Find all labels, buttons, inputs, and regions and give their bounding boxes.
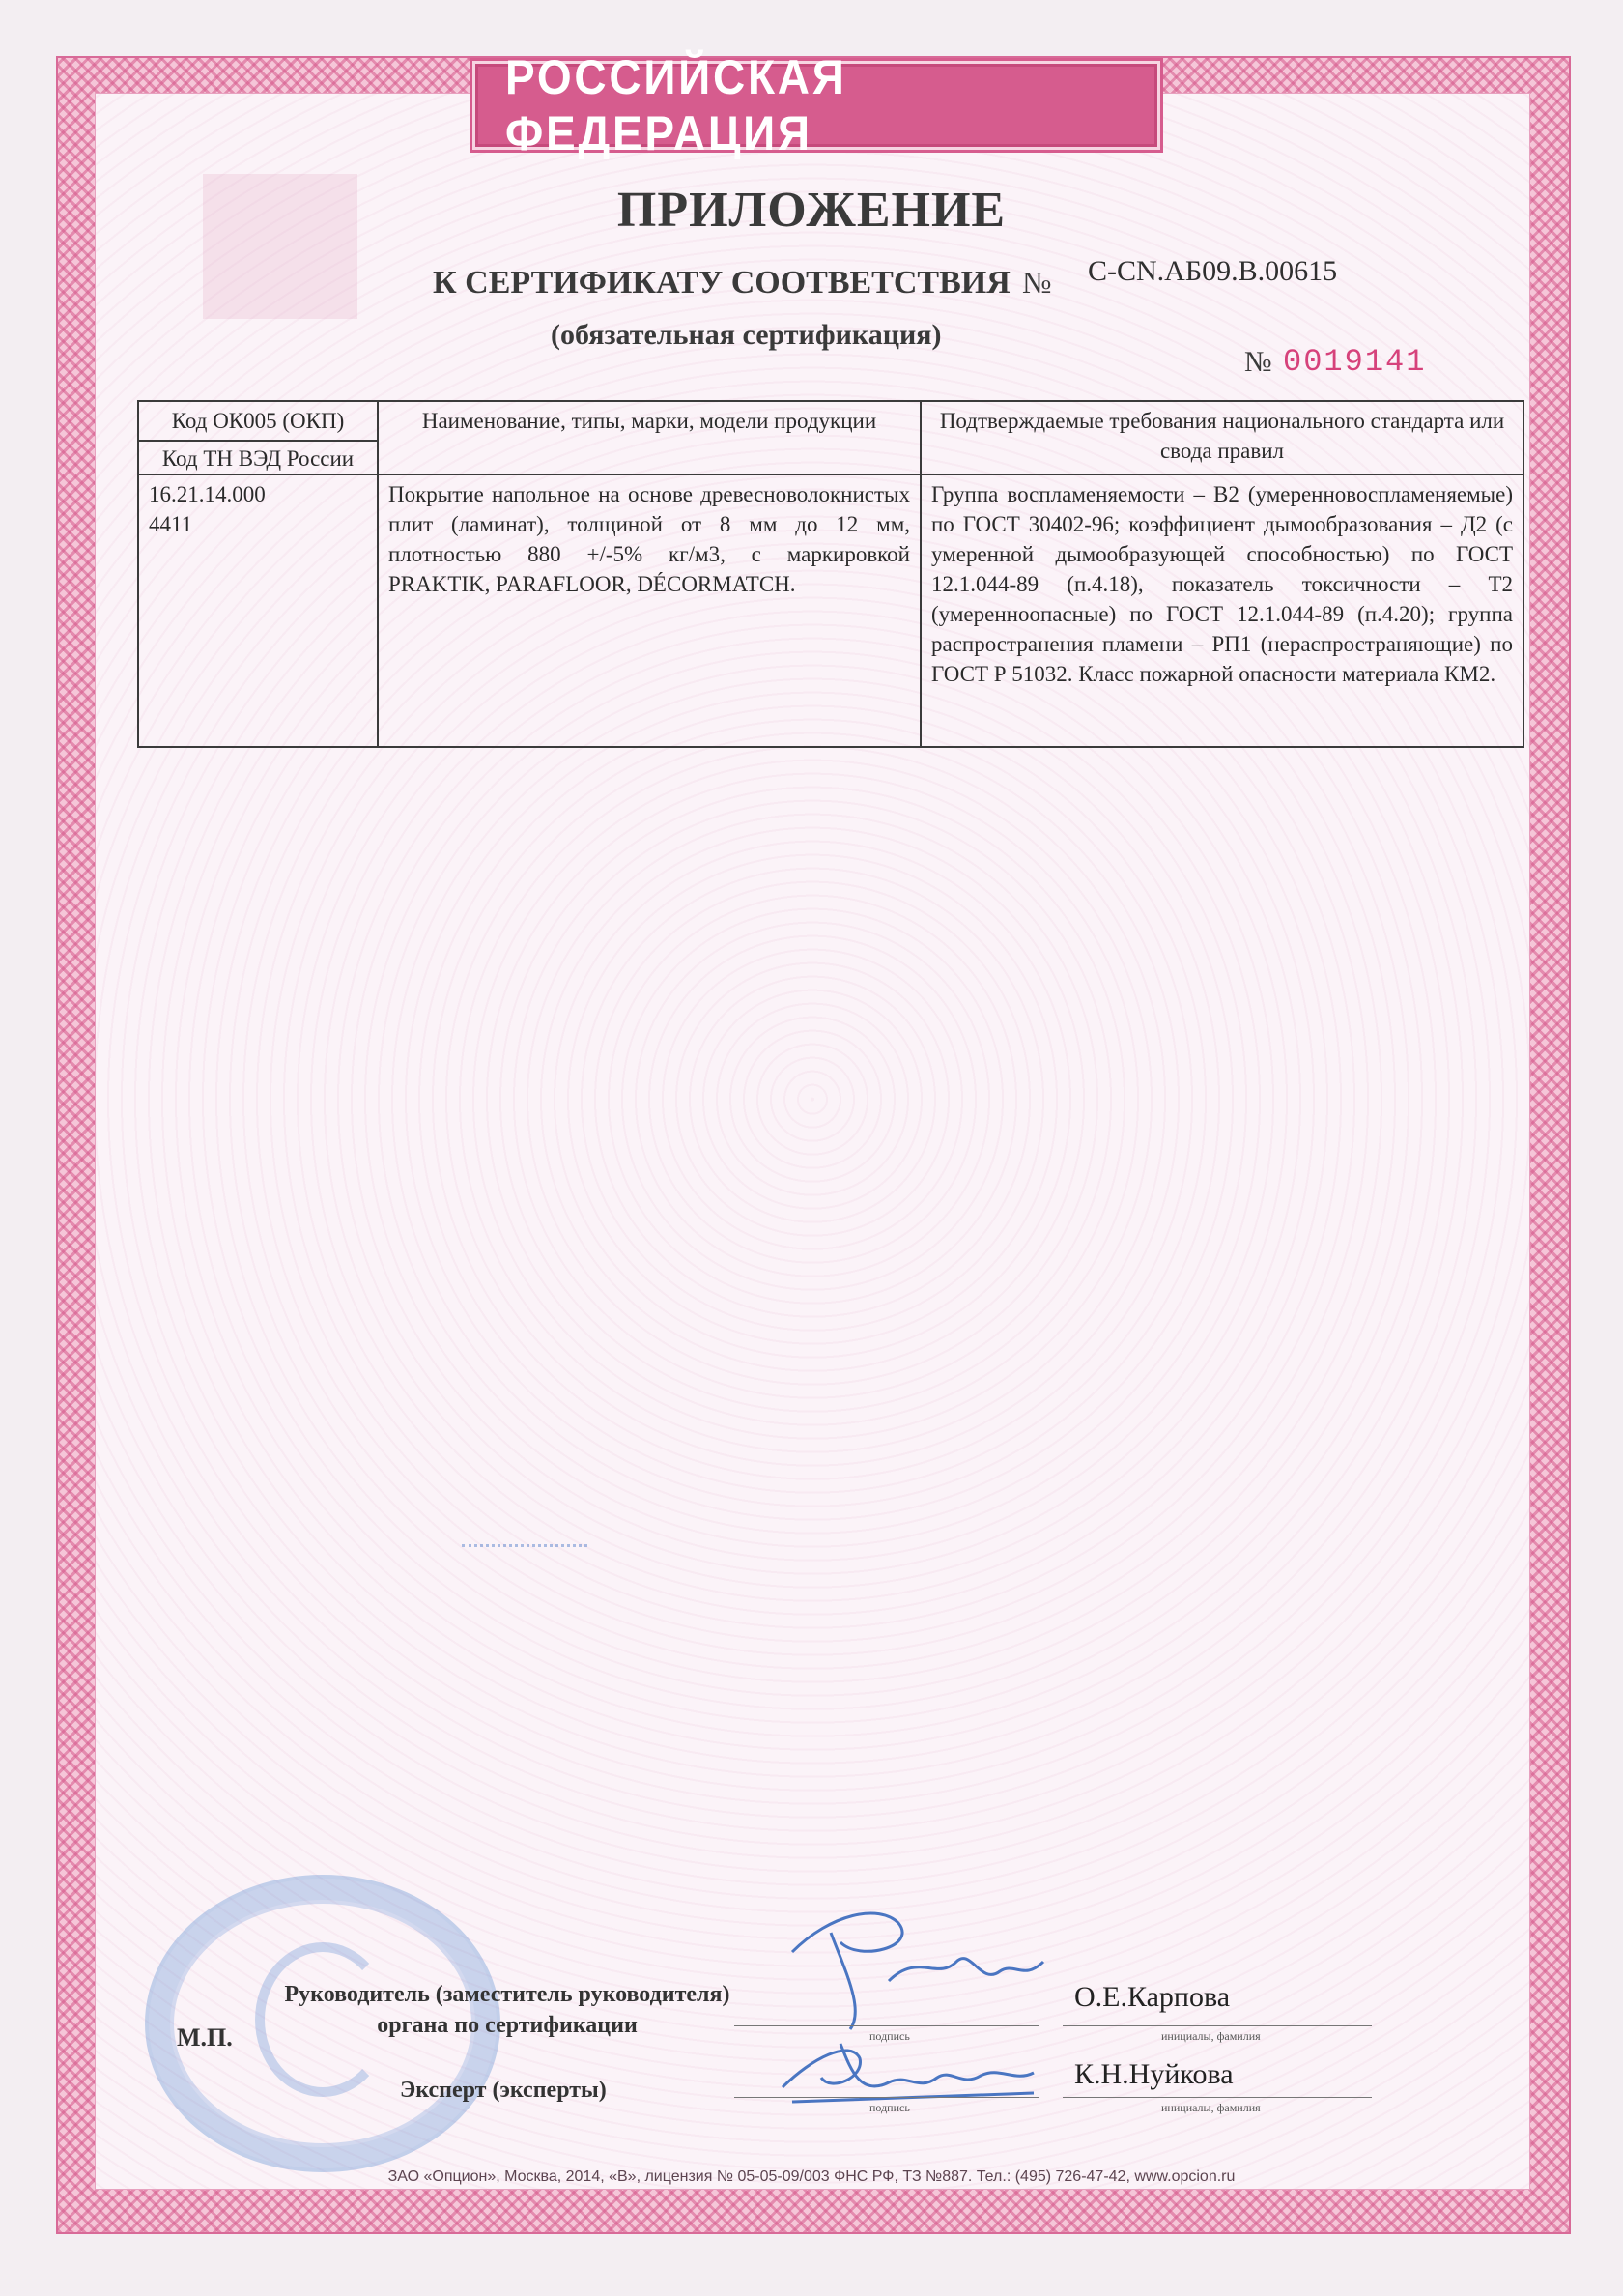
table-header-row [138,401,1523,474]
code-okp-value: 16.21.14.000 [149,482,266,506]
code-tnved-value: 4411 [149,512,193,536]
header-product-name: Наименование, типы, марки, модели продукции [378,401,921,474]
expert-initials-caption: инициалы, фамилия [1161,2101,1261,2114]
certificate-table [137,400,1524,748]
head-of-body-label: Руководитель (заместитель руководителя) органа по сертификации [284,1982,730,2038]
header-code-okp: Код ОК005 (ОКП) [171,409,345,433]
requirements-description: Группа воспламеняемости – В2 (умеренновоспламеняемые) по ГОСТ 30402-96; коэффициент дымообразования – Д2 (с умеренной дымообразующей способностью) по ГОСТ 12.1.044-89 (п.4.18), показатель токсичности – Т2 (умеренноопасные) по ГОСТ 12.1.044-89 (п.4.20); группа распространения пламени – РП1 (нераспространяющие) по ГОСТ Р 51032. Класс пожарной опасности материала КМ2. [921,474,1523,747]
certificate-number: C-CN.АБ09.В.00615 [1088,255,1338,287]
number-sign: № [1022,265,1052,300]
certificate-subtitle: К СЕРТИФИКАТУ СООТВЕТСТВИЯ [433,265,1011,301]
expert-signature [773,2029,1063,2116]
expert-name-line [1063,2097,1372,2098]
head-signature-caption: подпись [869,2029,910,2043]
header-requirements: Подтверждаемые требования национального стандарта или свода правил [921,401,1523,474]
header-code-tnved: Код ТН ВЭД России [139,440,377,474]
table-row [138,474,1523,747]
product-description: Покрытие напольное на основе древесноволокнистых плит (ламинат), толщиной от 8 мм до 12 мм, плотностью 880 +/-5% кг/м3, с маркировкой PRAKTIK, PARAFLOOR, DÉCORMATCH. [378,474,921,747]
header-codes-cell [138,401,378,474]
printer-footer: ЗАО «Опцион», Москва, 2014, «В», лицензия № 05-05-09/003 ФНС РФ, ТЗ №887. Тел.: (495) 726-47-42, www.opcion.ru [387,2168,1236,2185]
certification-type: (обязательная сертификация) [551,319,942,351]
stamp-place-label: М.П. [177,2023,233,2052]
expert-name: К.Н.Нуйкова [1074,2058,1234,2090]
page-title: ПРИЛОЖЕНИЕ [616,183,1007,238]
expert-signature-caption: подпись [869,2101,910,2114]
head-signature [773,1894,1063,2039]
serial-number: 0019141 [1283,344,1427,380]
serial-number-sign: № [1244,346,1272,378]
head-initials-caption: инициалы, фамилия [1161,2029,1261,2043]
ink-smudge [462,1544,587,1557]
head-signature-line [734,2025,1039,2026]
expert-label: Эксперт (эксперты) [400,2078,607,2103]
country-banner [475,50,1157,160]
head-name-line [1063,2025,1372,2026]
expert-signature-line [734,2097,1039,2098]
country-banner-text: РОССИЙСКАЯ ФЕДЕРАЦИЯ [505,50,847,160]
head-name: О.Е.Карпова [1074,1981,1231,2013]
codes-cell [138,474,378,747]
